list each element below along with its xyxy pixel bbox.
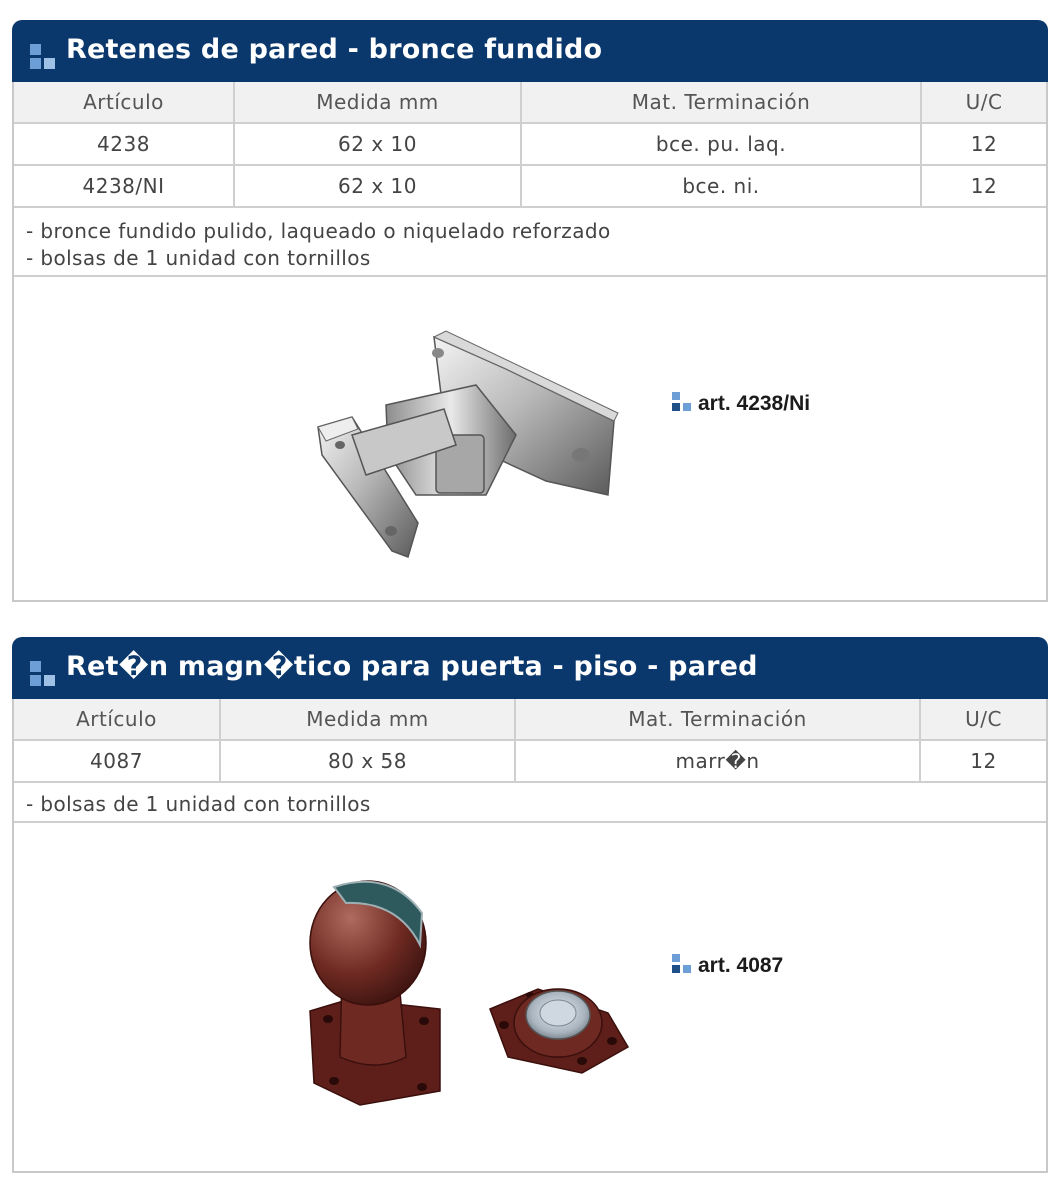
- product-caption: [672, 954, 783, 978]
- section-body: [12, 82, 1048, 602]
- product-image-area: [14, 823, 1046, 1163]
- cell-medida: 62 x 10: [234, 165, 521, 207]
- section-title: Ret�n magn�tico para puerta - piso - pared: [66, 651, 758, 682]
- blue-squares-icon: [30, 661, 56, 687]
- note-line: - bolsas de 1 unidad con tornillos: [26, 792, 371, 816]
- column-header-medida: Medida mm: [220, 699, 515, 740]
- cell-uc: 12: [920, 740, 1046, 782]
- column-header-articulo: Artículo: [14, 699, 220, 740]
- table-header-row: [14, 82, 1046, 123]
- product-table: [14, 82, 1046, 208]
- column-header-terminacion: Mat. Terminación: [521, 82, 921, 123]
- product-section-2: [12, 637, 1048, 1173]
- product-caption: [672, 392, 810, 416]
- cell-terminacion: bce. ni.: [521, 165, 921, 207]
- column-header-uc: U/C: [920, 699, 1046, 740]
- caption-text: art. 4238/Ni: [698, 392, 811, 415]
- cell-terminacion: marr�n: [515, 740, 920, 782]
- cell-articulo: 4238/NI: [14, 165, 234, 207]
- column-header-articulo: Artículo: [14, 82, 234, 123]
- product-notes: [14, 208, 1046, 277]
- caption-text: art. 4087: [698, 954, 784, 977]
- cell-medida: 62 x 10: [234, 123, 521, 165]
- product-section-1: [12, 20, 1048, 602]
- product-notes: [14, 783, 1046, 823]
- blue-squares-icon: [672, 954, 692, 974]
- column-header-uc: U/C: [921, 82, 1046, 123]
- table-row: [14, 123, 1046, 165]
- note-line: - bronce fundido pulido, laqueado o niquelado reforzado: [26, 219, 611, 243]
- note-line: - bolsas de 1 unidad con tornillos: [26, 246, 371, 270]
- section-header: [12, 637, 1048, 699]
- table-row: [14, 165, 1046, 207]
- product-image-area: [14, 277, 1046, 591]
- cell-articulo: 4238: [14, 123, 234, 165]
- cell-articulo: 4087: [14, 740, 220, 782]
- section-body: [12, 699, 1048, 1173]
- cell-medida: 80 x 58: [220, 740, 515, 782]
- column-header-medida: Medida mm: [234, 82, 521, 123]
- cell-uc: 12: [921, 165, 1046, 207]
- blue-squares-icon: [30, 44, 56, 70]
- magnetic-door-stop-image: [290, 861, 650, 1121]
- blue-squares-icon: [672, 392, 692, 412]
- section-header: [12, 20, 1048, 82]
- section-title: Retenes de pared - bronce fundido: [66, 34, 603, 65]
- cell-uc: 12: [921, 123, 1046, 165]
- cell-terminacion: bce. pu. laq.: [521, 123, 921, 165]
- product-table: [14, 699, 1046, 783]
- table-header-row: [14, 699, 1046, 740]
- table-row: [14, 740, 1046, 782]
- wall-door-stop-image: [296, 325, 626, 565]
- column-header-terminacion: Mat. Terminación: [515, 699, 920, 740]
